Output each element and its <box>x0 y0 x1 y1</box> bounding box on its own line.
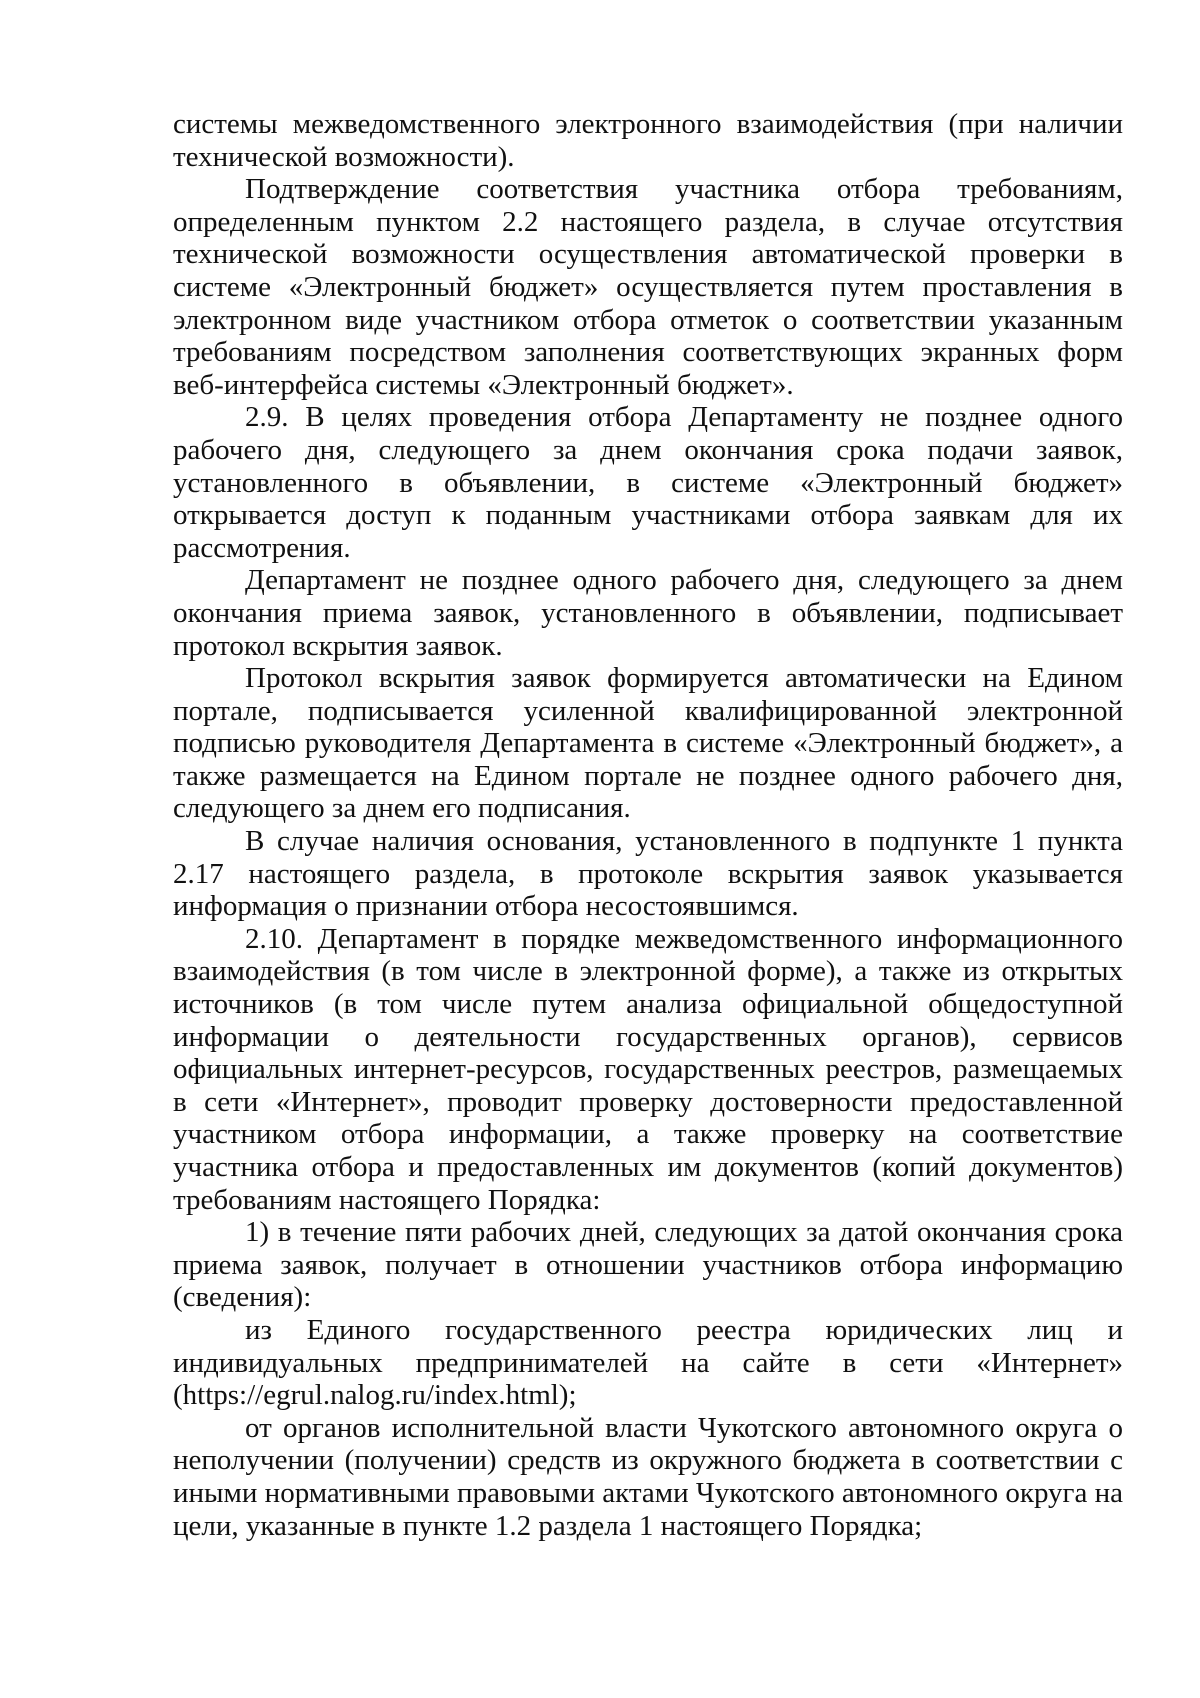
paragraph-item-1: 1) в течение пяти рабочих дней, следующих за датой окончания срока приема заявок, получает в отношении участников отбора информацию (сведения): <box>173 1216 1123 1314</box>
paragraph-grounds: В случае наличия основания, установленного в подпункте 1 пункта 2.17 настоящего раздела, в протоколе вскрытия заявок указывается информация о признании отбора несостоявшимся. <box>173 825 1123 923</box>
paragraph-2-10: 2.10. Департамент в порядке межведомственного информационного взаимодействия (в том числе в электронной форме), а также из открытых источников (в том числе путем анализа официальной общедоступной информации о деятельности государственных органов), сервисов официальных интернет-ресурсов, государственных реестров, размещаемых в сети «Интернет», проводит проверку достоверности предоставленной участником отбора информации, а также проверку на соответствие участника отбора и предоставленных им документов (копий документов) требованиям настоящего Порядка: <box>173 922 1123 1216</box>
paragraph-protocol-formation: Протокол вскрытия заявок формируется автоматически на Едином портале, подписывается усиленной квалифицированной электронной подписью руководителя Департамента в системе «Электронный бюджет», а также размещается на Едином портале не позднее одного рабочего дня, следующего за днем его подписания. <box>173 662 1123 825</box>
paragraph-executive-bodies: от органов исполнительной власти Чукотского автономного округа о неполучении (получении) средств из окружного бюджета в соответствии с иными нормативными правовыми актами Чукотского автономного округа на цели, указанные в пункте 1.2 раздела 1 настоящего Порядка; <box>173 1411 1123 1542</box>
paragraph-department-protocol: Департамент не позднее одного рабочего дня, следующего за днем окончания приема заявок, установленного в объявлении, подписывает протокол вскрытия заявок. <box>173 564 1123 662</box>
paragraph-continuation: системы межведомственного электронного взаимодействия (при наличии технической возможности). <box>173 108 1123 173</box>
paragraph-confirmation: Подтверждение соответствия участника отбора требованиям, определенным пунктом 2.2 настоящего раздела, в случае отсутствия технической возможности осуществления автоматической проверки в системе «Электронный бюджет» осуществляется путем проставления в электронном виде участником отбора отметок о соответствии указанным требованиям посредством заполнения соответствующих экранных форм веб-интерфейса системы «Электронный бюджет». <box>173 173 1123 401</box>
document-page <box>173 108 1123 1542</box>
paragraph-egrul: из Единого государственного реестра юридических лиц и индивидуальных предпринимателей на сайте в сети «Интернет» (https://egrul.nalog.ru/index.html); <box>173 1313 1123 1412</box>
paragraph-2-9: 2.9. В целях проведения отбора Департаменту не позднее одного рабочего дня, следующего за днем окончания срока подачи заявок, установленного в объявлении, в системе «Электронный бюджет» открывается доступ к поданным участниками отбора заявкам для их рассмотрения. <box>173 401 1123 564</box>
